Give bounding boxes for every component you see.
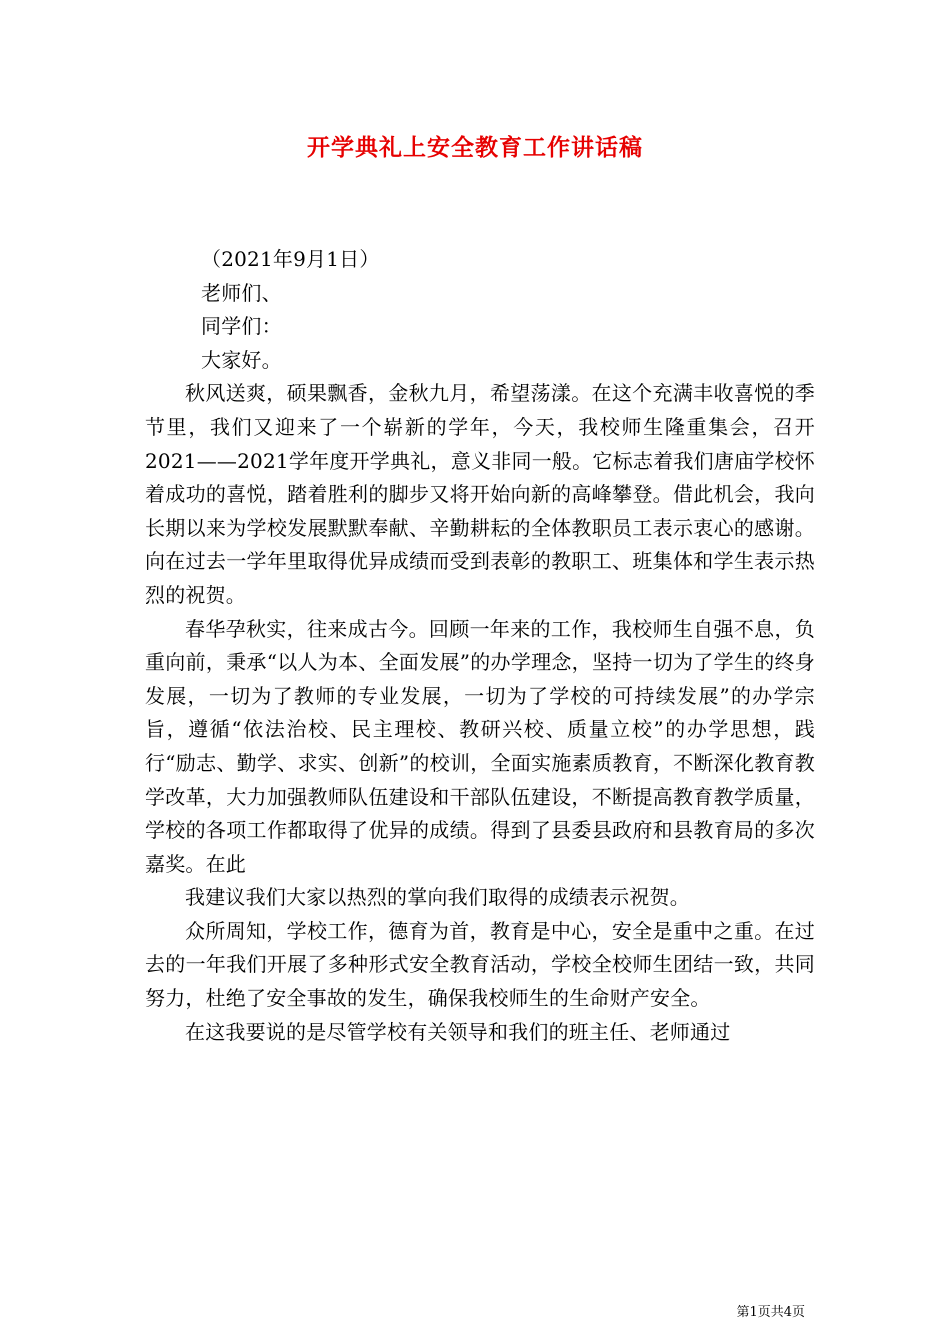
date-line: （2021年9月1日） — [201, 247, 380, 271]
salutation-students: 同学们： — [201, 314, 282, 339]
greeting: 大家好。 — [201, 347, 282, 372]
salutation-teachers: 老师们、 — [201, 280, 282, 305]
page-number: 第1页共4页 — [736, 1305, 805, 1320]
document-body — [145, 243, 815, 1049]
paragraph-safety: 众所周知，学校工作，德育为首，教育是中心，安全是重中之重。在过去的一年我们开展了多种形式安全教育活动，学校全校师生团结一致，共同努力，杜绝了安全事故的发生，确保我校师生的生命财产安全。 — [145, 918, 815, 1011]
paragraph-continued: 在这我要说的是尽管学校有关领导和我们的班主任、老师通过 — [185, 1019, 731, 1044]
paragraph-review: 春华孕秋实，往来成古今。回顾一年来的工作，我校师生自强不息，负重向前，秉承“以人为本、全面发展”的办学理念，坚持一切为了学生的终身发展，一切为了教师的专业发展，一切为了学校的可持续发展”的办学宗旨，遵循“依法治校、民主理校、教研兴校、质量立校”的办学思想，践行“励志、勤学、求实、创新”的校训，全面实施素质教育，不断深化教育教学改革，大力加强教师队伍建设和干部队伍建设，不断提高教育教学质量，学校的各项工作都取得了优异的成绩。得到了县委县政府和县教育局的多次嘉奖。在此 — [145, 616, 815, 876]
paragraph-applause: 我建议我们大家以热烈的掌向我们取得的成绩表示祝贺。 — [185, 885, 690, 910]
document-title: 开学典礼上安全教育工作讲话稿 — [307, 134, 643, 161]
paragraph-autumn: 秋风送爽，硕果飘香，金秋九月，希望荡漾。在这个充满丰收喜悦的季节里，我们又迎来了一个崭新的学年，今天，我校师生隆重集会，召开2021——2021学年度开学典礼，意义非同一般。它标志着我们唐庙学校怀着成功的喜悦，踏着胜利的脚步又将开始向新的高峰攀登。借此机会，我向长期以来为学校发展默默奉献、辛勤耕耘的全体教职员工表示衷心的感谢。向在过去一学年里取得优异成绩而受到表彰的教职工、班集体和学生表示热烈的祝贺。 — [145, 381, 815, 607]
